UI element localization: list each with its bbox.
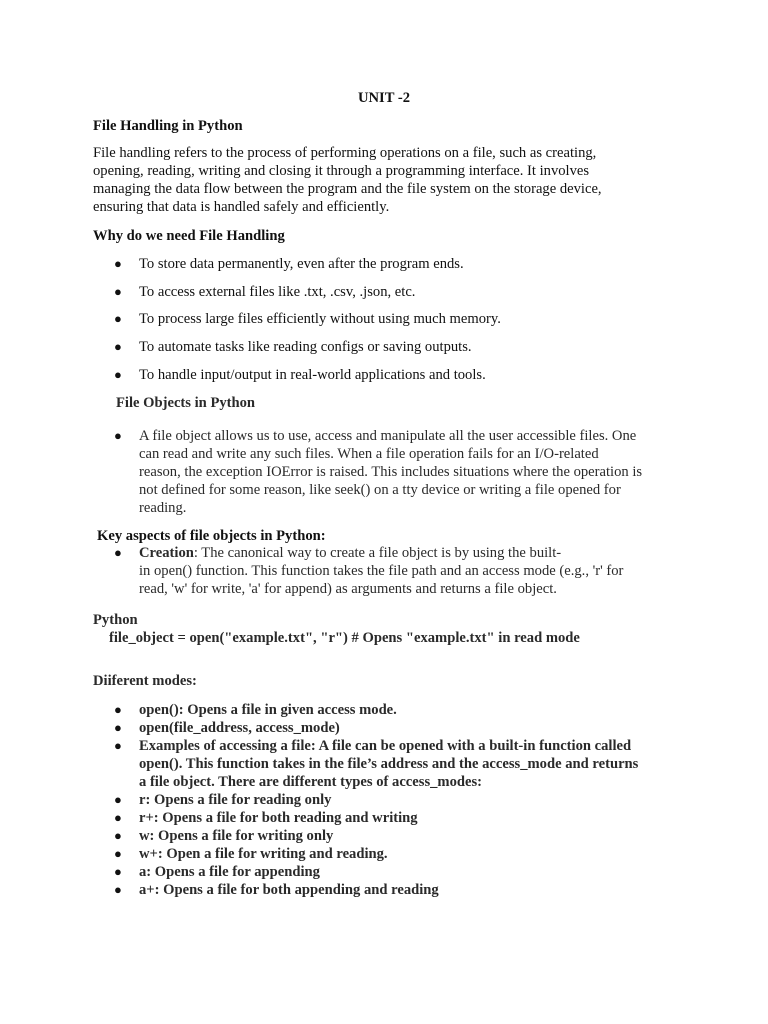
- bullet-icon: ●: [114, 256, 122, 271]
- heading-key-aspects: Key aspects of file objects in Python:: [97, 528, 326, 544]
- python-label: Python: [93, 612, 138, 628]
- mode-bullet: open(file_address, access_mode): [139, 720, 340, 736]
- mode-bullet: a+: Opens a file for both appending and reading: [139, 882, 439, 898]
- creation-bullet: [139, 544, 684, 598]
- bullet-icon: ●: [114, 311, 122, 326]
- why-bullet: To handle input/output in real-world applications and tools.: [139, 367, 486, 383]
- mode-bullet: w+: Open a file for writing and reading.: [139, 846, 388, 862]
- creation-label: Creation: [139, 545, 194, 561]
- bullet-icon: ●: [114, 720, 122, 735]
- bullet-icon: ●: [114, 367, 122, 382]
- mode-bullet: a: Opens a file for appending: [139, 864, 320, 880]
- why-bullet: To process large files efficiently without using much memory.: [139, 311, 501, 327]
- heading-modes: Diiferent modes:: [93, 673, 197, 689]
- heading-file-handling: File Handling in Python: [93, 118, 243, 134]
- mode-bullet: open(): Opens a file in given access mode.: [139, 702, 397, 718]
- bullet-icon: ●: [114, 428, 122, 443]
- why-bullet: To store data permanently, even after the program ends.: [139, 256, 464, 272]
- intro-line: File handling refers to the process of performing operations on a file, such as creating,: [93, 145, 597, 161]
- mode-bullet: r+: Opens a file for both reading and writing: [139, 810, 418, 826]
- intro-line: managing the data flow between the program and the file system on the storage device,: [93, 181, 602, 197]
- bullet-icon: ●: [114, 882, 122, 897]
- bullet-icon: ●: [114, 738, 122, 753]
- unit-title: UNIT -2: [357, 90, 411, 106]
- mode-bullet: w: Opens a file for writing only: [139, 828, 334, 844]
- mode-line: a file object. There are different types of access_modes:: [139, 774, 483, 790]
- mode-bullet: [139, 737, 684, 791]
- heading-file-objects: File Objects in Python: [116, 395, 256, 411]
- bullet-icon: ●: [114, 828, 122, 843]
- intro-line: ensuring that data is handled safely and efficiently.: [93, 199, 390, 215]
- bullet-icon: ●: [114, 792, 122, 807]
- bullet-icon: ●: [114, 284, 122, 299]
- file-object-line: A file object allows us to use, access and manipulate all the user accessible files. One: [139, 428, 637, 444]
- mode-line: open(). This function takes in the file’s address and the access_mode and returns: [139, 756, 639, 772]
- bullet-icon: ●: [114, 339, 122, 354]
- file-object-line: reading.: [139, 500, 187, 516]
- why-bullet: To automate tasks like reading configs or saving outputs.: [139, 339, 472, 355]
- mode-line: Examples of accessing a file: A file can be opened with a built-in function called: [139, 738, 632, 754]
- creation-line: : The canonical way to create a file object is by using the built-: [193, 545, 562, 561]
- bullet-icon: ●: [114, 810, 122, 825]
- intro-paragraph: [93, 144, 653, 216]
- file-object-line: can read and write any such files. When a file operation fails for an I/O-related: [139, 446, 599, 462]
- file-object-line: not defined for some reason, like seek() on a tty device or writing a file opened for: [139, 482, 621, 498]
- file-object-bullet: [139, 427, 684, 517]
- heading-why-needed: Why do we need File Handling: [93, 228, 285, 244]
- bullet-icon: ●: [114, 702, 122, 717]
- creation-line: read, 'w' for write, 'a' for append) as arguments and returns a file object.: [139, 581, 557, 597]
- code-example: file_object = open("example.txt", "r") # Opens "example.txt" in read mode: [109, 630, 580, 646]
- creation-line: in open() function. This function takes the file path and an access mode (e.g., 'r' for: [139, 563, 624, 579]
- why-bullet: To access external files like .txt, .csv, .json, etc.: [139, 284, 416, 300]
- intro-line: opening, reading, writing and closing it through a programming interface. It involves: [93, 163, 590, 179]
- bullet-icon: ●: [114, 545, 122, 560]
- bullet-icon: ●: [114, 846, 122, 861]
- bullet-icon: ●: [114, 864, 122, 879]
- mode-bullet: r: Opens a file for reading only: [139, 792, 332, 808]
- file-object-line: reason, the exception IOError is raised. This includes situations where the operation is: [139, 464, 643, 480]
